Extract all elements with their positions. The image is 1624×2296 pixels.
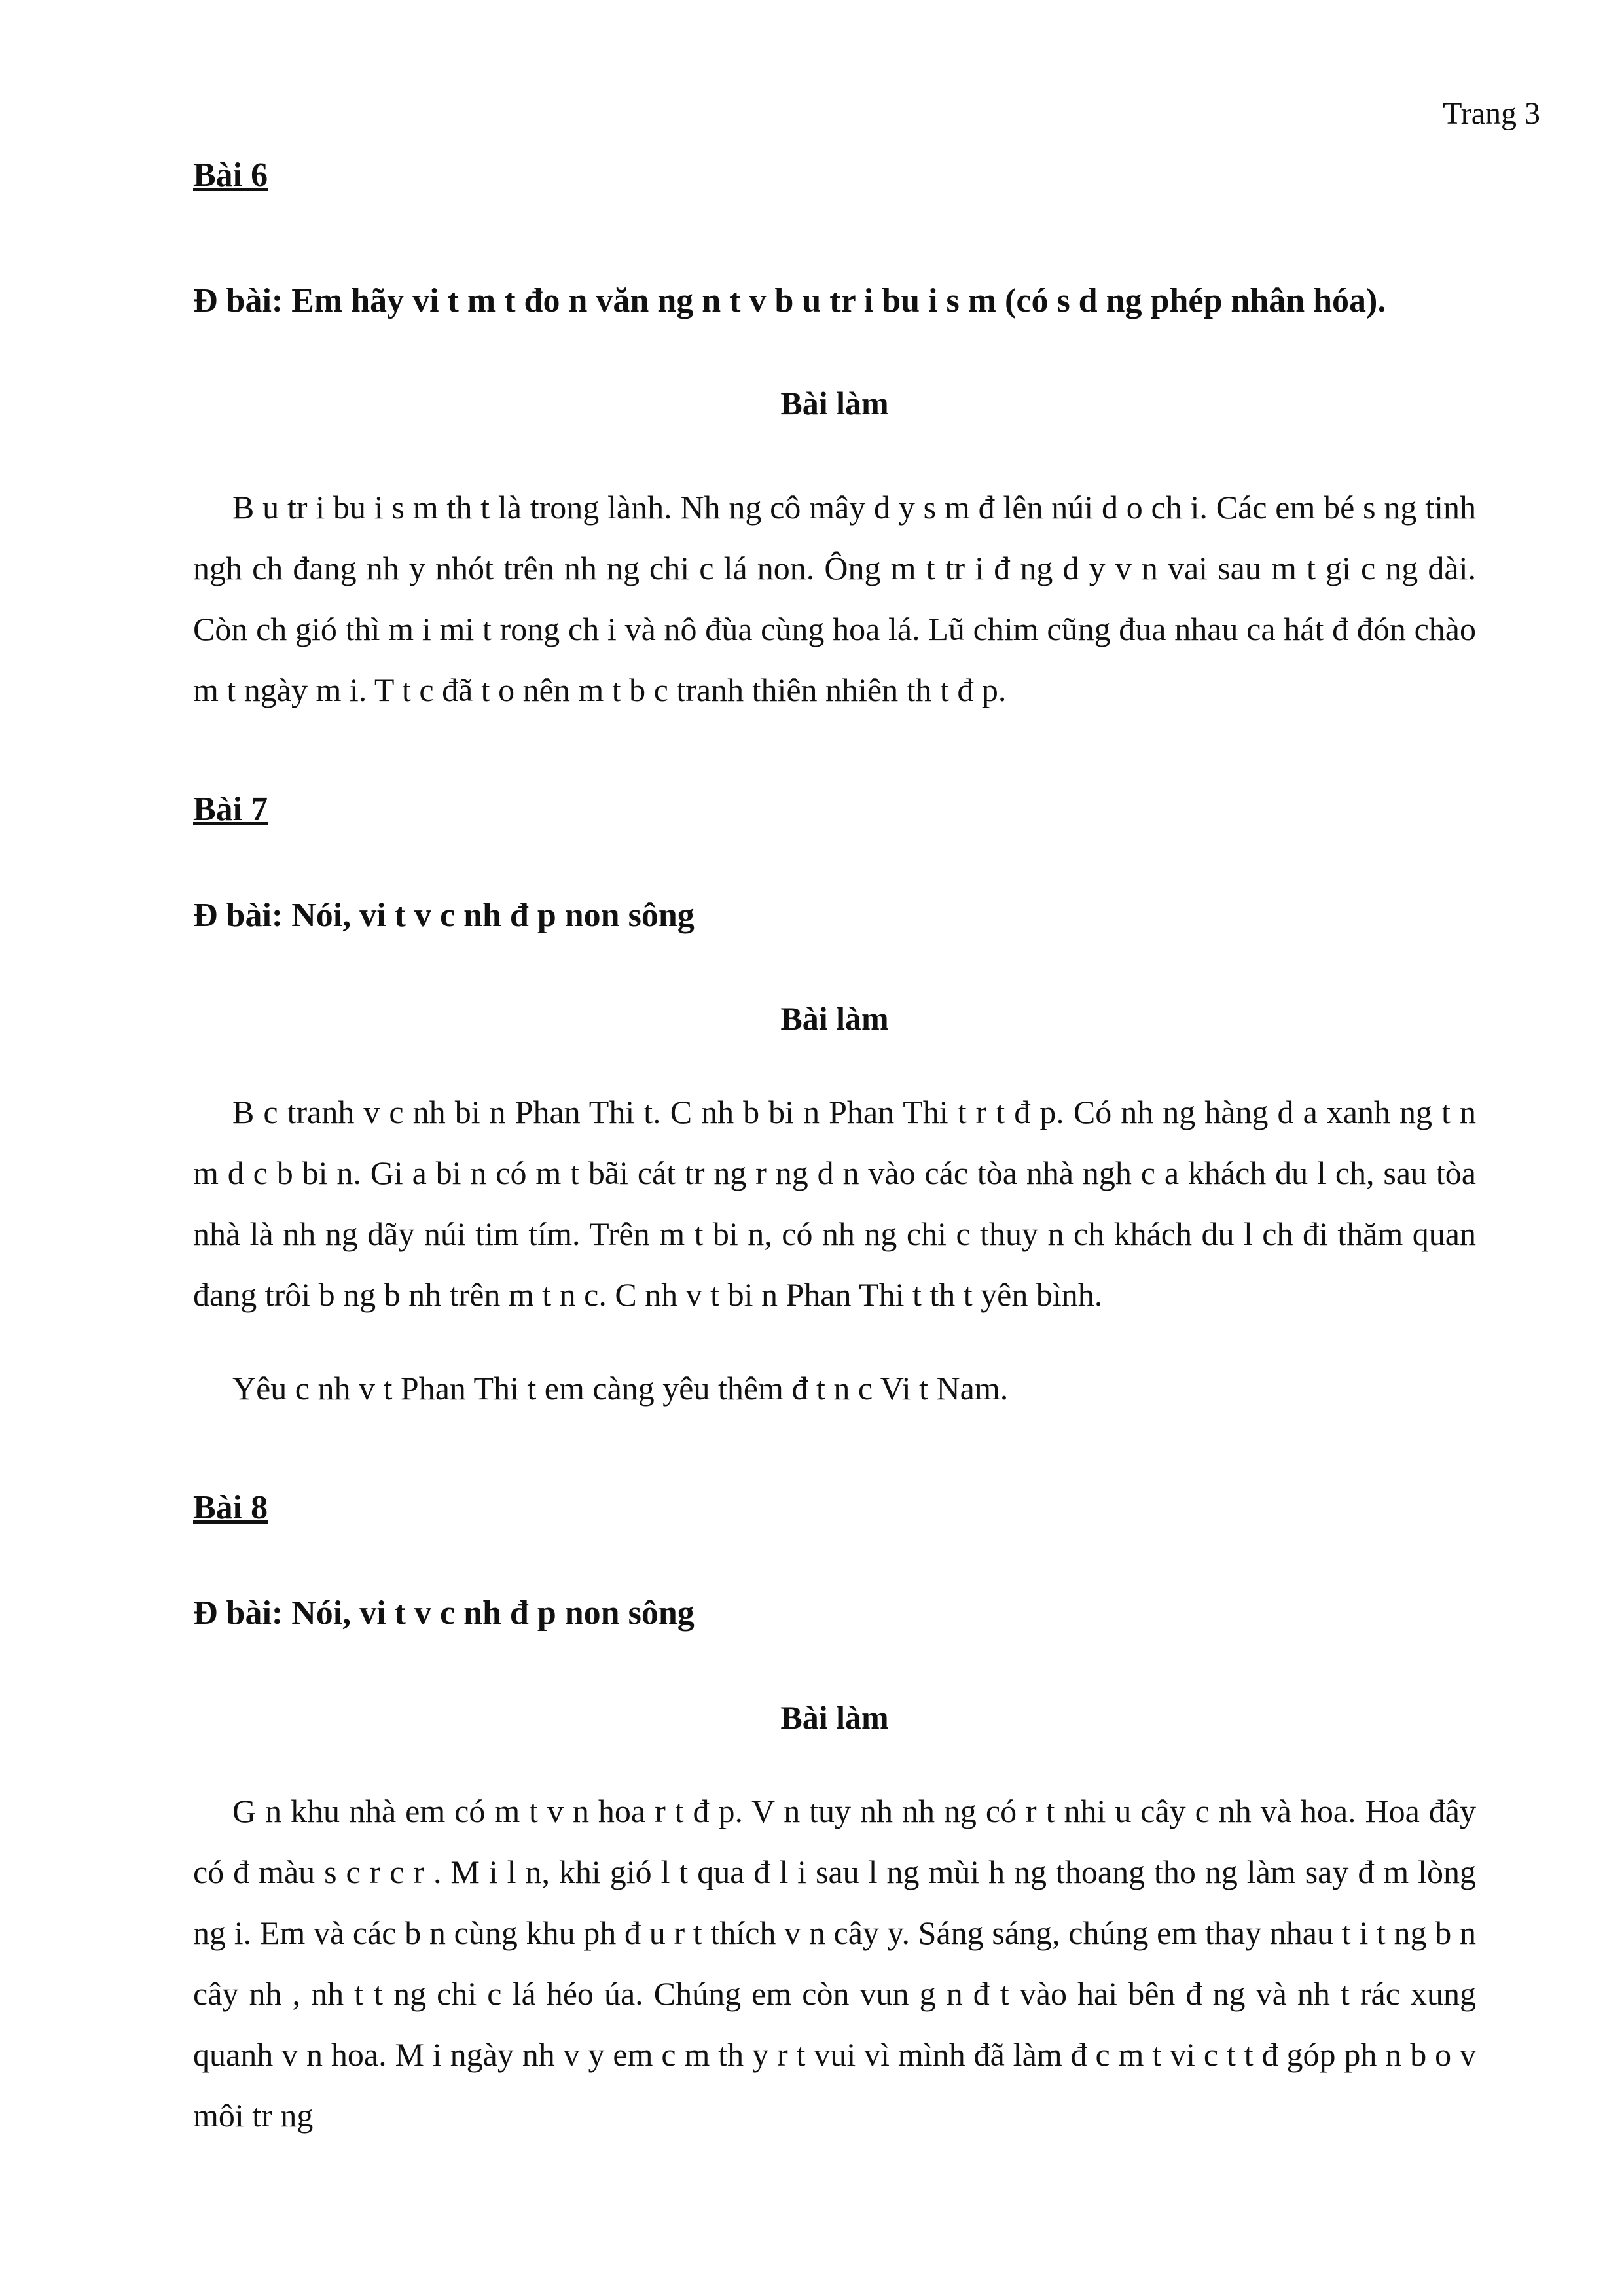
- answer-title: Bài làm: [780, 999, 889, 1037]
- page-number: Trang 3: [1443, 96, 1540, 131]
- assignment-prompt: Đ bài: Em hãy vi t m t đo n văn ng n t v b u tr i bu i s m (có s d ng phép nhân hóa).: [193, 281, 1386, 319]
- assignment-prompt: Đ bài: Nói, vi t v c nh đ p non sông: [193, 1594, 695, 1632]
- section-heading: Bài 6: [193, 156, 268, 194]
- section-heading: Bài 7: [193, 790, 268, 828]
- section-bai-7: [193, 786, 1476, 1419]
- answer-paragraph: Yêu c nh v t Phan Thi t em càng yêu thêm đ t n c Vi t Nam.: [232, 1369, 1009, 1407]
- answer-paragraph: B c tranh v c nh bi n Phan Thi t. C nh b bi n Phan Thi t r t đ p. Có nh ng hàng d a xanh ng t n m d c b bi n. Gi a bi n có m t bãi cát tr ng r ng d n vào các tòa nhà ngh c a khách du l ch, sau tòa nhà là nh ng dãy núi tim tím. Trên m t bi n, có nh ng chi c thuy n ch khách du l ch đi thăm quan đang trôi b ng b nh trên m t n c. C nh v t bi n Phan Thi t th t yên bình.: [193, 1093, 1476, 1313]
- document-body: [193, 152, 1476, 2146]
- section-bai-8: [193, 1484, 1476, 2147]
- answer-paragraph: G n khu nhà em có m t v n hoa r t đ p. V n tuy nh nh ng có r t nhi u cây c nh và hoa. Hoa đây có đ màu s c r c r . M i l n, khi gió l t qua đ l i sau l ng mùi h ng thoang tho ng làm say đ m lòng ng i. Em và các b n cùng khu ph đ u r t thích v n cây y. Sáng sáng, chúng em thay nhau t i t ng b n cây nh , nh t t ng chi c lá héo úa. Chúng em còn vun g n đ t vào hai bên đ ng và nh t rác xung quanh v n hoa. M i ngày nh v y em c m th y r t vui vì mình đã làm đ c m t vi c t t đ góp ph n b o v môi tr ng: [193, 1793, 1476, 2134]
- answer-title: Bài làm: [780, 1699, 889, 1736]
- answer-paragraph: B u tr i bu i s m th t là trong lành. Nh ng cô mây d y s m đ lên núi d o ch i. Các em bé s ng tinh ngh ch đang nh y nhót trên nh ng chi c lá non. Ông m t tr i đ ng d y v n vai sau m t gi c ng dài. Còn ch gió thì m i mi t rong ch i và nô đùa cùng hoa lá. Lũ chim cũng đua nhau ca hát đ đón chào m t ngày m i. T t c đã t o nên m t b c tranh thiên nhiên th t đ p.: [193, 488, 1476, 708]
- answer-title: Bài làm: [780, 384, 889, 422]
- section-bai-6: [193, 152, 1476, 721]
- assignment-prompt: Đ bài: Nói, vi t v c nh đ p non sông: [193, 896, 695, 934]
- section-heading: Bài 8: [193, 1488, 268, 1526]
